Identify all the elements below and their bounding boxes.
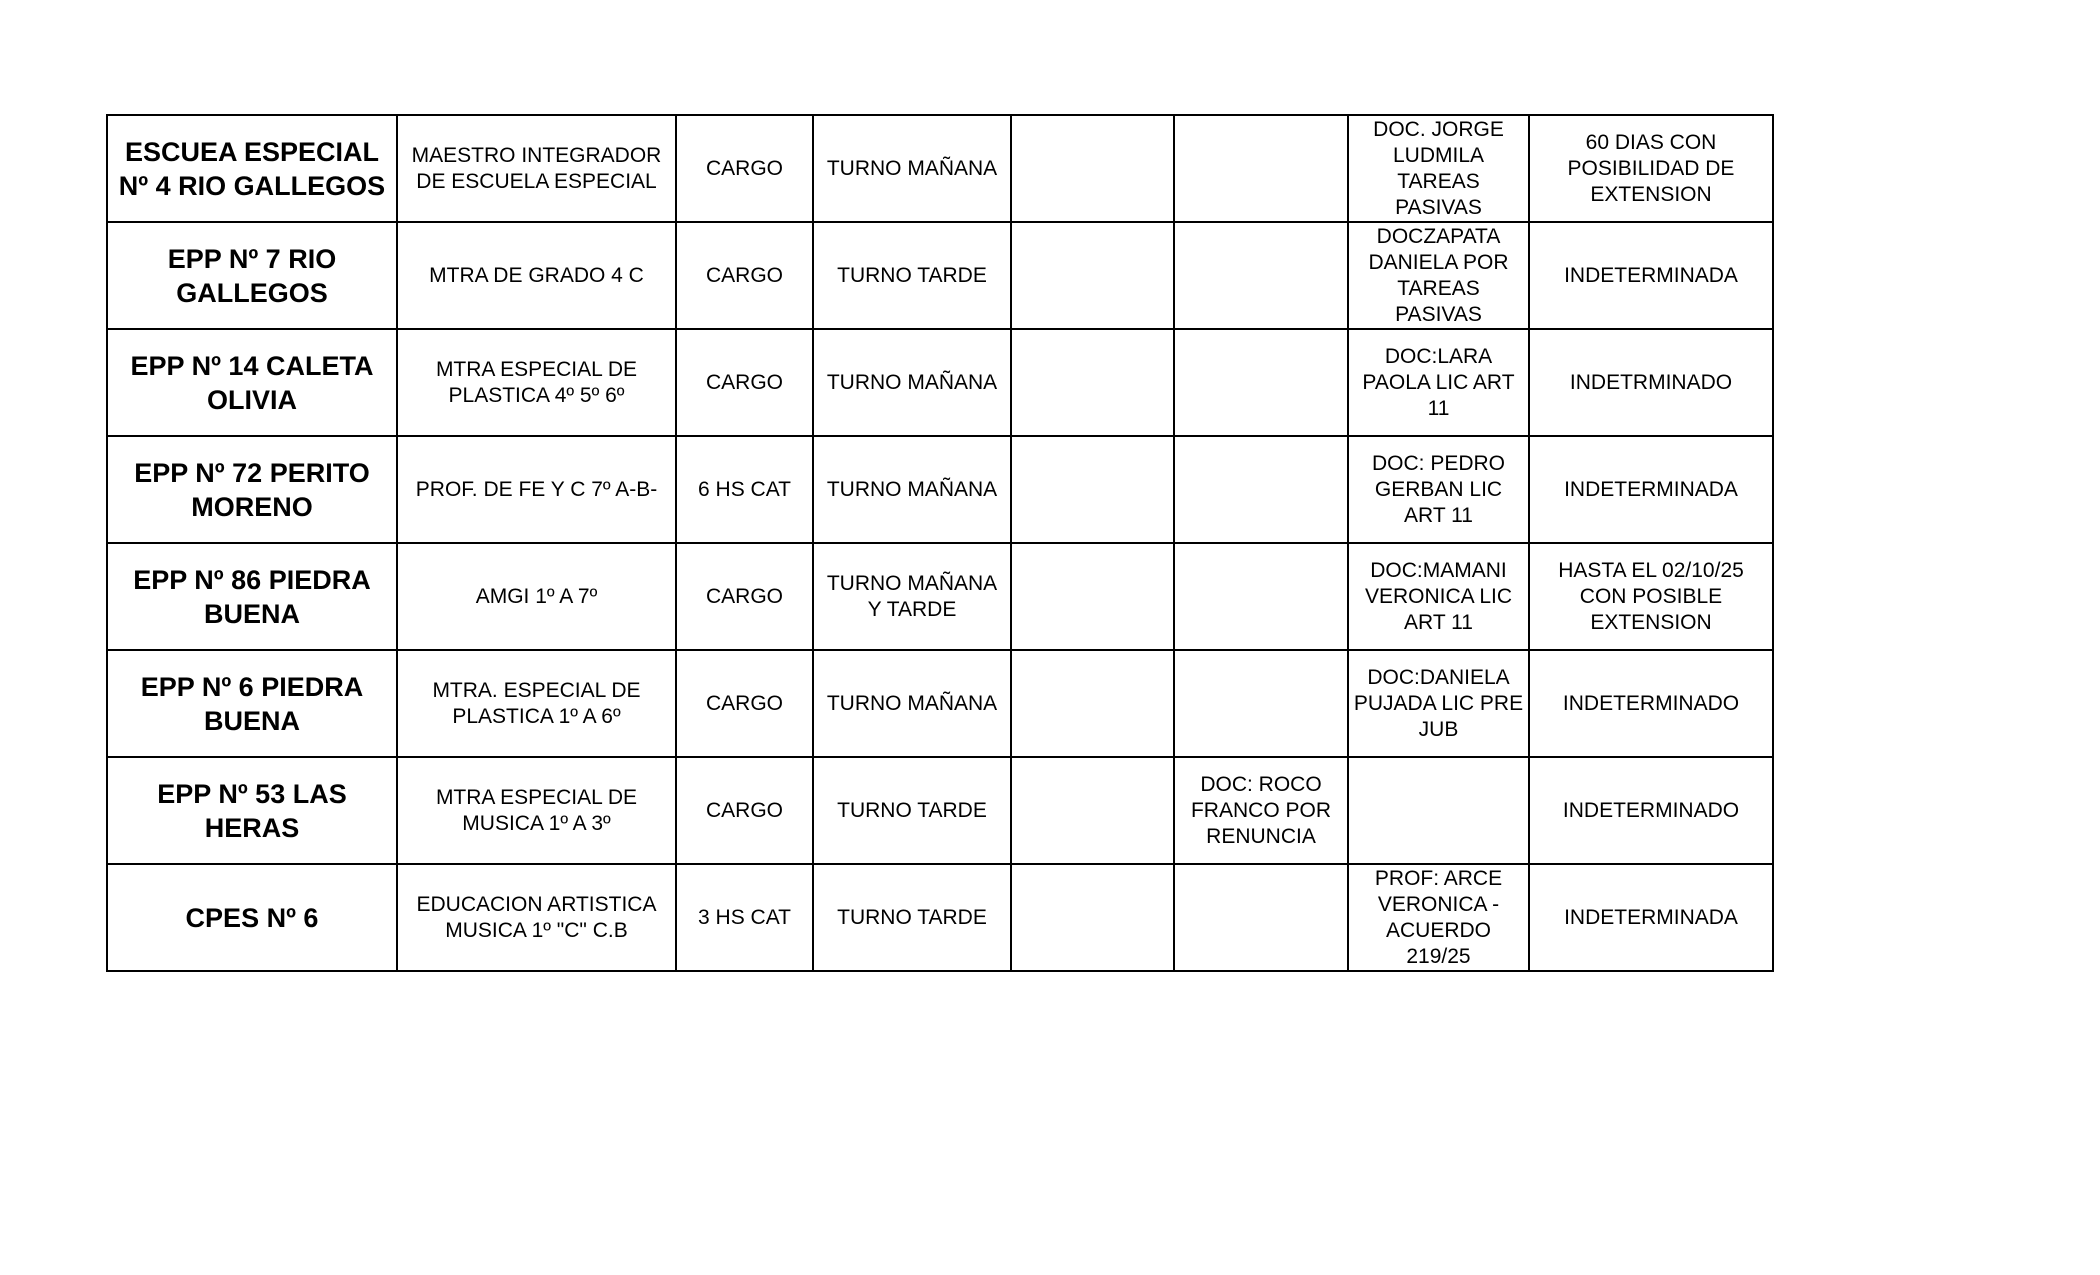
cell-school: EPP Nº 86 PIEDRA BUENA [107,543,397,650]
cell-shift: TURNO TARDE [813,864,1011,971]
cell-duration: INDETRMINADO [1529,329,1773,436]
cell-type: 6 HS CAT [676,436,813,543]
table-row [107,650,1773,757]
table-row [107,864,1773,971]
cell-replacement: DOC: PEDRO GERBAN LIC ART 11 [1348,436,1529,543]
cell-position: MTRA. ESPECIAL DE PLASTICA 1º A 6º [397,650,676,757]
cell-resignation [1174,650,1348,757]
cell-school: ESCUEA ESPECIAL Nº 4 RIO GALLEGOS [107,115,397,222]
cell-duration: INDETERMINADA [1529,222,1773,329]
cell-type: CARGO [676,115,813,222]
cell-replacement: DOC. JORGE LUDMILA TAREAS PASIVAS [1348,115,1529,222]
cell-resignation [1174,543,1348,650]
cell-empty-1 [1011,864,1174,971]
cell-empty-1 [1011,115,1174,222]
table-body [107,115,1773,971]
cell-school: CPES Nº 6 [107,864,397,971]
cell-school: EPP Nº 14 CALETA OLIVIA [107,329,397,436]
cell-resignation [1174,222,1348,329]
cell-school: EPP Nº 72 PERITO MORENO [107,436,397,543]
cell-replacement: DOCZAPATA DANIELA POR TAREAS PASIVAS [1348,222,1529,329]
cell-type: CARGO [676,757,813,864]
cell-replacement: DOC:MAMANI VERONICA LIC ART 11 [1348,543,1529,650]
cell-empty-1 [1011,436,1174,543]
cell-duration: HASTA EL 02/10/25 CON POSIBLE EXTENSION [1529,543,1773,650]
cell-replacement: DOC:LARA PAOLA LIC ART 11 [1348,329,1529,436]
cell-shift: TURNO MAÑANA [813,329,1011,436]
cell-shift: TURNO MAÑANA Y TARDE [813,543,1011,650]
cell-type: CARGO [676,543,813,650]
cell-school: EPP Nº 6 PIEDRA BUENA [107,650,397,757]
cell-shift: TURNO MAÑANA [813,650,1011,757]
cell-duration: INDETERMINADA [1529,436,1773,543]
table-row [107,222,1773,329]
cell-position: PROF. DE FE Y C 7º A-B- [397,436,676,543]
cell-position: MAESTRO INTEGRADOR DE ESCUELA ESPECIAL [397,115,676,222]
cell-position: MTRA ESPECIAL DE MUSICA 1º A 3º [397,757,676,864]
cell-resignation [1174,115,1348,222]
cell-empty-1 [1011,329,1174,436]
cell-replacement: PROF: ARCE VERONICA - ACUERDO 219/25 [1348,864,1529,971]
cell-empty-1 [1011,757,1174,864]
cell-type: CARGO [676,650,813,757]
cell-empty-1 [1011,650,1174,757]
table-row [107,757,1773,864]
cell-empty-1 [1011,543,1174,650]
cell-position: MTRA DE GRADO 4 C [397,222,676,329]
cell-type: 3 HS CAT [676,864,813,971]
cell-resignation [1174,864,1348,971]
cell-replacement [1348,757,1529,864]
cell-shift: TURNO TARDE [813,222,1011,329]
cell-position: MTRA ESPECIAL DE PLASTICA 4º 5º 6º [397,329,676,436]
cell-shift: TURNO MAÑANA [813,115,1011,222]
table-row [107,115,1773,222]
cell-duration: INDETERMINADO [1529,650,1773,757]
cell-position: EDUCACION ARTISTICA MUSICA 1º "C" C.B [397,864,676,971]
cell-duration: INDETERMINADA [1529,864,1773,971]
cell-position: AMGI 1º A 7º [397,543,676,650]
cell-resignation [1174,436,1348,543]
cell-school: EPP Nº 7 RIO GALLEGOS [107,222,397,329]
cell-shift: TURNO MAÑANA [813,436,1011,543]
cell-duration: INDETERMINADO [1529,757,1773,864]
cell-empty-1 [1011,222,1174,329]
vacancy-table [106,114,1774,972]
cell-school: EPP Nº 53 LAS HERAS [107,757,397,864]
cell-shift: TURNO TARDE [813,757,1011,864]
cell-duration: 60 DIAS CON POSIBILIDAD DE EXTENSION [1529,115,1773,222]
cell-resignation [1174,329,1348,436]
cell-replacement: DOC:DANIELA PUJADA LIC PRE JUB [1348,650,1529,757]
table-row [107,436,1773,543]
table-row [107,543,1773,650]
cell-type: CARGO [676,222,813,329]
table-row [107,329,1773,436]
cell-resignation: DOC: ROCO FRANCO POR RENUNCIA [1174,757,1348,864]
cell-type: CARGO [676,329,813,436]
